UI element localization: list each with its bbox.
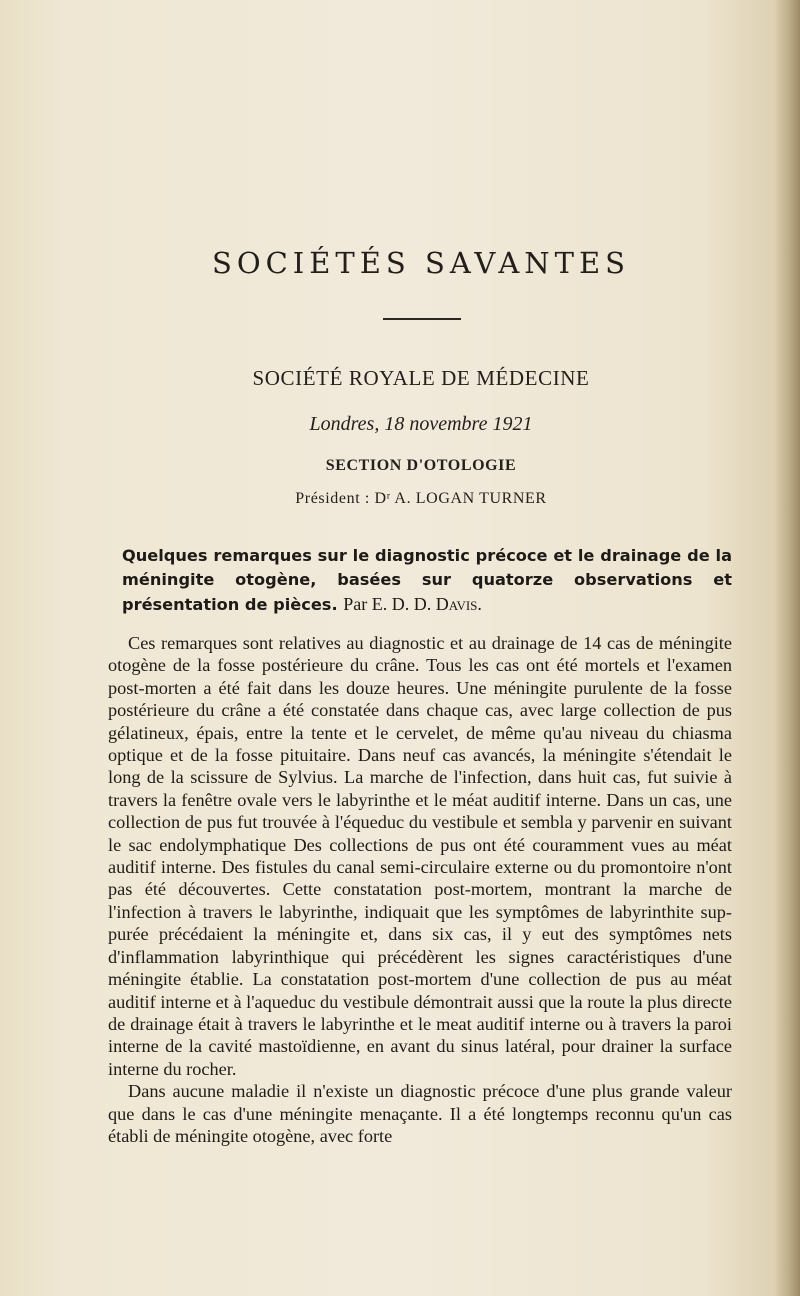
article-title: Quelques remarques sur le diagnostic précoce et le drainage de la méningite otogène, basées sur quatorze observations et présentation de pièces. [122,546,732,614]
byline-suffix: . [477,594,482,614]
title-divider [383,318,461,320]
section-heading: SECTION D'OTOLOGIE [325,457,517,474]
president-line: Président : Dʳ A. LOGAN TURNER [295,490,547,507]
article-body [108,632,732,1147]
body-paragraph: Dans aucune maladie il n'existe un diagnostic précoce d'une plus grande valeur que dans le cas d'une méningite menaçante. Il a été longtemps reconnu qu'un cas établi de méningite otogène, avec forte [108,1081,732,1146]
society-name: SOCIÉTÉ ROYALE DE MÉDECINE [252,366,590,390]
page-edge-shadow [774,0,800,1296]
page-title: SOCIÉTÉS SAVANTES [211,246,631,280]
byline-prefix: Par E. D. D. [343,594,432,614]
author-surname: Davis [435,594,478,614]
meeting-dateline: Londres, 18 novembre 1921 [309,413,533,435]
body-paragraph: Ces remarques sont relatives au diagnostic et au drainage de 14 cas de méningite otogène de la fosse postérieure du crâne. Tous les cas ont été mortels et l'examen post-morten a été fait dans les douze heures. Une méningite purulente de la fosse postérieure du crâne a été constatée dans chaque cas, avec large collection de pus gélatineux, épais, entre la tente et le cervelet, de même qu'au niveau du chiasma optique et de la fosse pituitaire. Dans neuf cas avancés, la méningite s'étendait le long de la scissure de Sylvius. La marche de l'infection, dans huit cas, fut suivie à travers la fenêtre ovale vers le labyrinthe et le méat auditif interne. Dans un cas, une collection de pus fut trouvée à l'équeduc du vestibule et sembla y parvenir en suivant le sac endolymphatique Des collections de pus ont été couramment vues au méat auditif interne. Des fistules du canal semi-circulaire externe ou du promontoire n'ont pas été découvertes. Cette constatation post-mortem, montrant la marche de l'infection à travers le labyrinthe, indiquait que les symptômes de labyrinthite suppurée précédaient la méningite et, dans six cas, il y eut des symptômes nets d'inflammation labyrinthique qui précédèrent les signes caractéristiques d'une méningite établie. La constatation post-mortem d'une collection de pus au méat auditif interne et à l'aqueduc du vestibule démontrait aussi que la route la plus directe de drainage était à travers le labyrinthe et le meat auditif interne ou à travers la paroi interne de la cavité mastoïdienne, en avant du sinus latéral, pour drainer la surface interne du rocher. [108,633,732,1079]
article-heading [122,544,732,617]
article-byline [343,594,482,614]
